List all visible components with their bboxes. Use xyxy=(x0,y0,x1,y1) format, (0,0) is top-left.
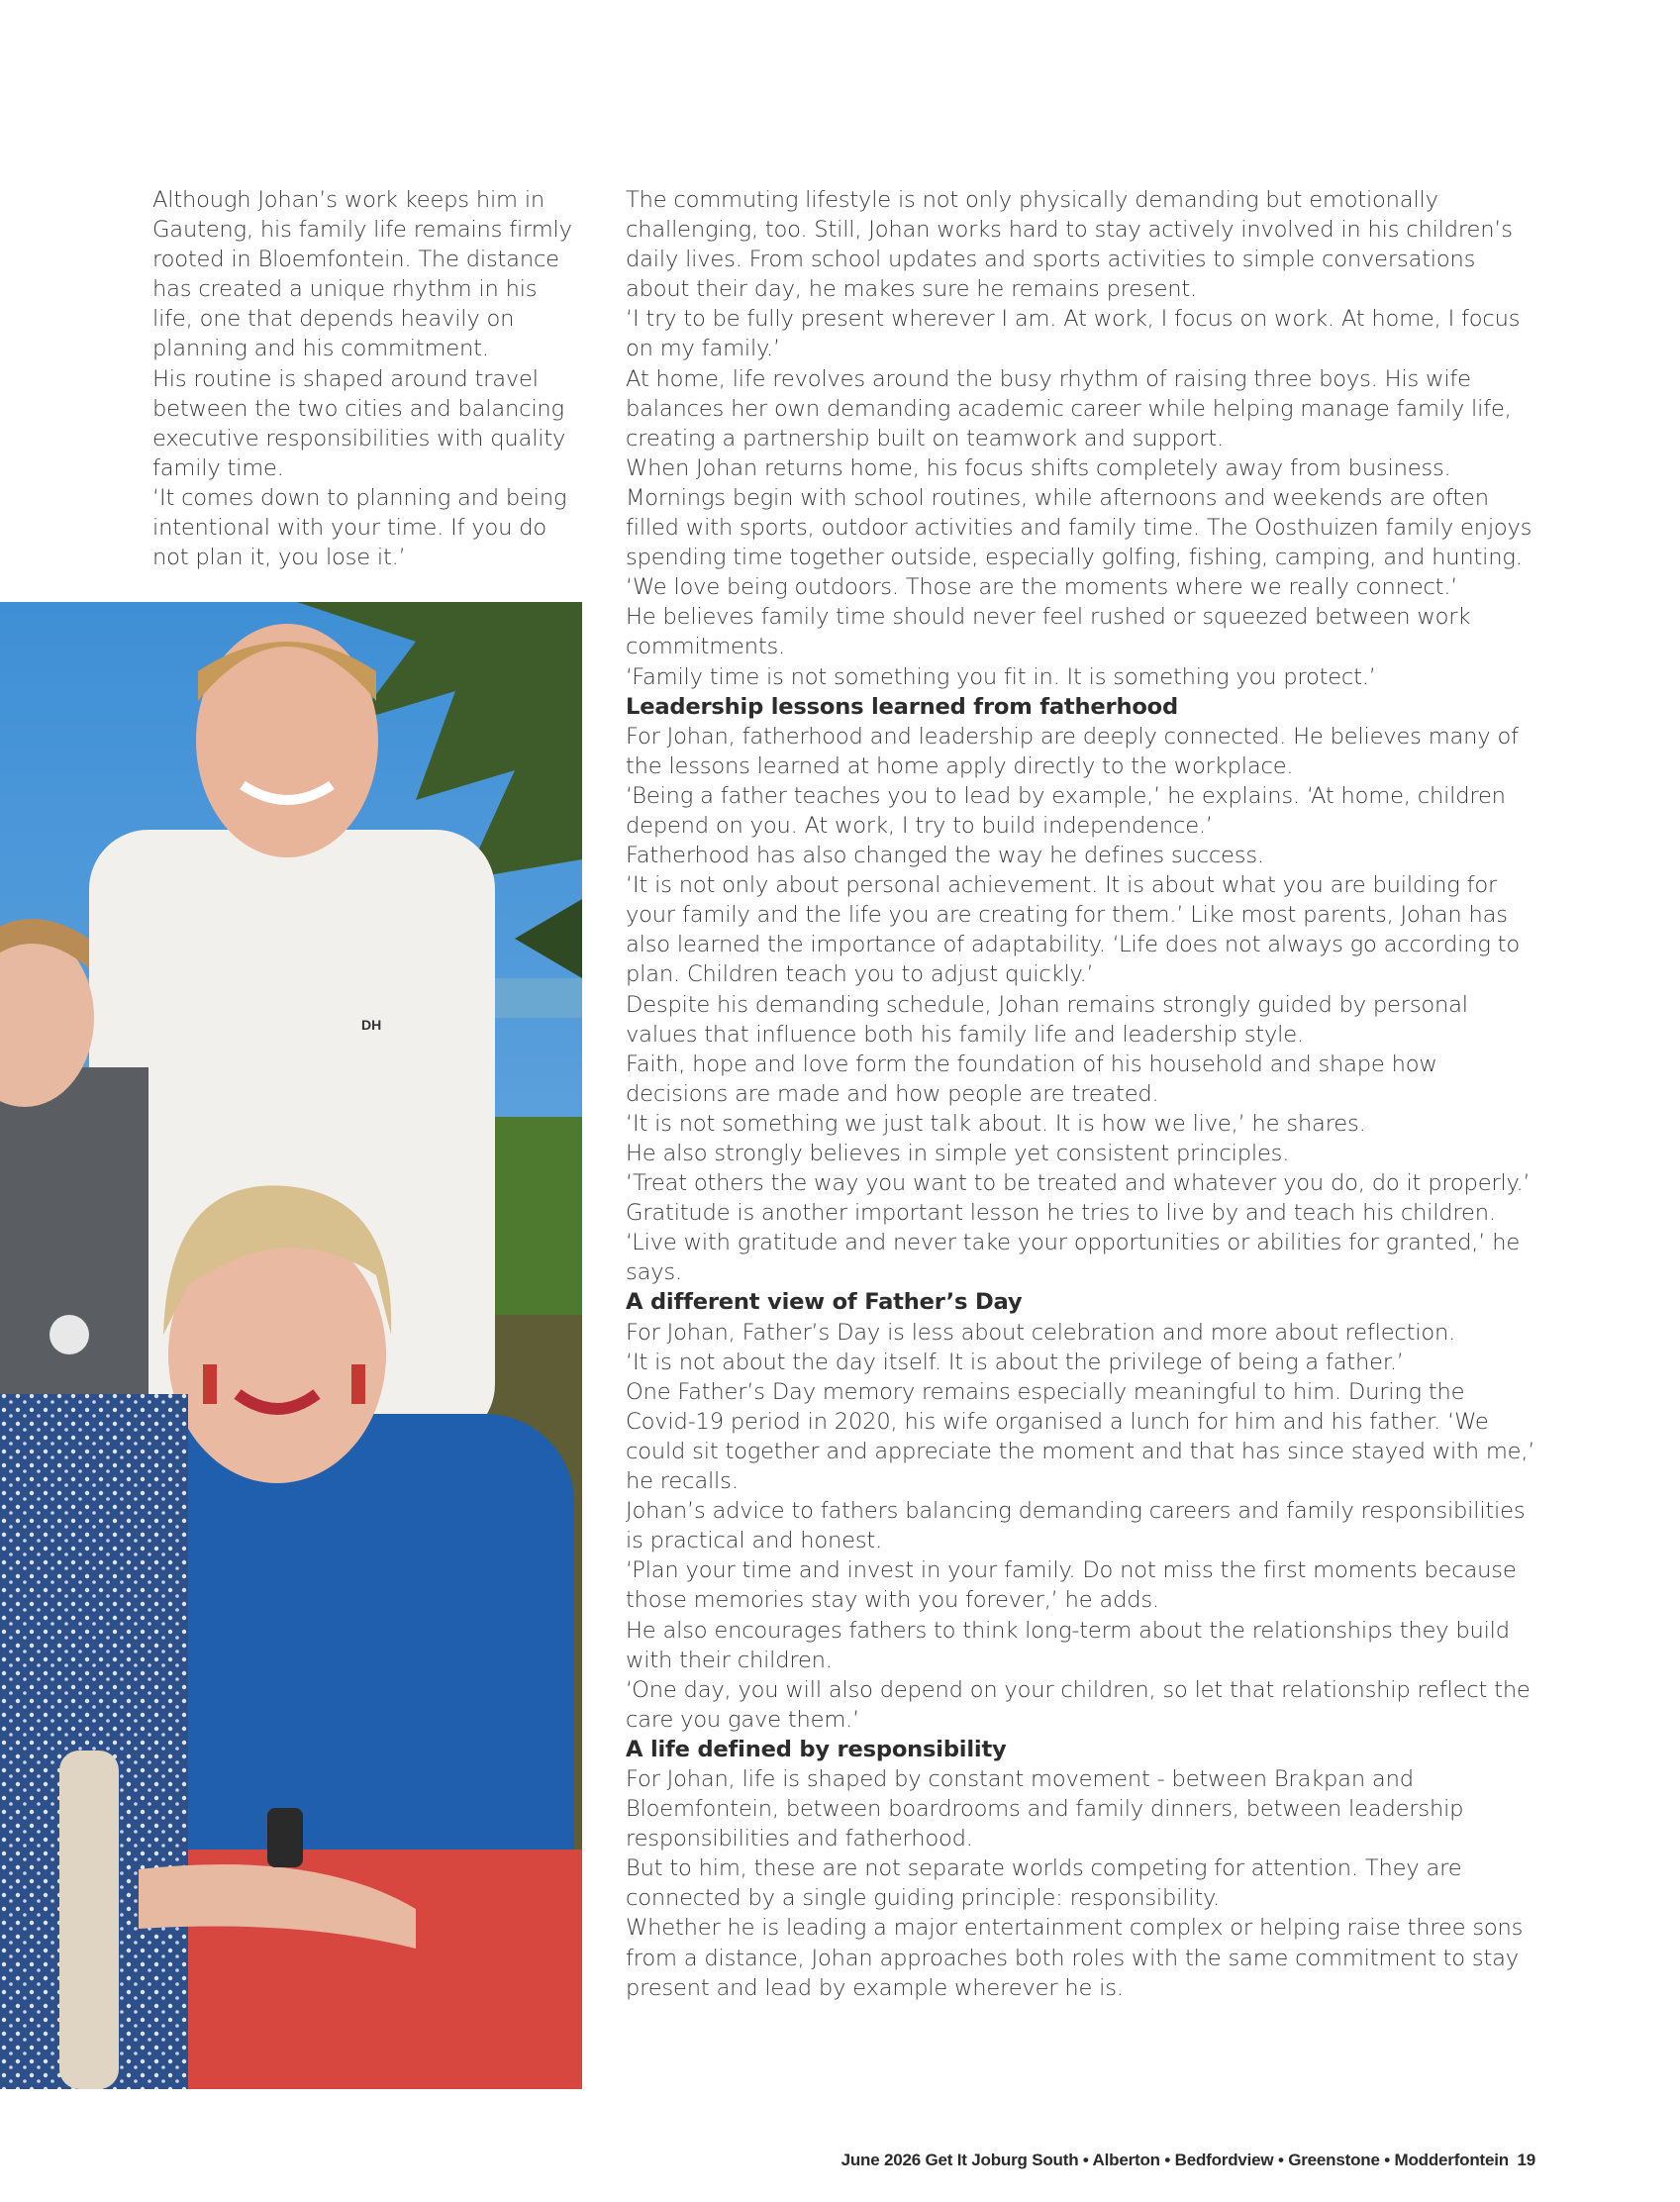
paragraph: ‘It comes down to planning and being intentional with your time. If you do not plan it, you lose it.’ xyxy=(152,484,567,571)
paragraph: But to him, these are not separate worlds competing for attention. They are connected by a single guiding principle: responsibility. xyxy=(626,1855,1462,1912)
paragraph: ‘Treat others the way you want to be treated and whatever you do, do it properly.’ xyxy=(626,1170,1531,1197)
paragraph: He also encourages fathers to think long-term about the relationships they build with their children. xyxy=(626,1617,1510,1673)
watch xyxy=(267,1808,303,1867)
footer-publication: June 2026 Get It Joburg South • Alberton • Bedfordview • Greenstone • Modderfontein xyxy=(840,2151,1509,2169)
paragraph: For Johan, Father’s Day is less about celebration and more about reflection. xyxy=(626,1319,1456,1346)
paragraph: Despite his demanding schedule, Johan remains strongly guided by personal values that influence both his family life and leadership style. xyxy=(626,991,1468,1048)
left-column xyxy=(152,185,580,572)
paragraph: ‘It is not only about personal achievement. It is about what you are building for your family and the life you are creating for them.’ Like most parents, Johan has also learned the importance of adaptability. ‘Life does not always go according to plan. Children teach you to adjust quickly.’ xyxy=(626,872,1520,988)
paragraph: ‘One day, you will also depend on your children, so let that relationship reflect the care you gave them.’ xyxy=(626,1676,1531,1733)
paragraph: Gratitude is another important lesson he tries to live by and teach his children. xyxy=(626,1200,1496,1227)
paragraph: At home, life revolves around the busy rhythm of raising three boys. His wife balances her own demanding academic career while helping manage family life, creating a partnership built on teamwork and support. xyxy=(626,365,1512,451)
paragraph: ‘I try to be fully present wherever I am. At work, I focus on work. At home, I focus on my family.’ xyxy=(626,306,1521,362)
paragraph: He believes family time should never feel rushed or squeezed between work commitments. xyxy=(626,604,1471,660)
shirt-logo: DH xyxy=(361,1017,382,1033)
paragraph: For Johan, fatherhood and leadership are deeply connected. He believes many of the lessons learned at home apply directly to the workplace. xyxy=(626,723,1519,779)
family-photo xyxy=(0,602,582,2089)
paragraph: When Johan returns home, his focus shifts completely away from business. Mornings begin with school routines, while afternoons and weekends are often filled with sports, outdoor activities and family time. The Oosthuizen family enjoys spending time together outside, especially golfing, fishing, camping, and hunting. xyxy=(626,454,1532,571)
paragraph: Fatherhood has also changed the way he defines success. xyxy=(626,843,1264,869)
paragraph: ‘It is not about the day itself. It is about the privilege of being a father.’ xyxy=(626,1349,1404,1375)
paragraph: Faith, hope and love form the foundation of his household and shape how decisions are made and how people are treated. xyxy=(626,1051,1437,1107)
right-column xyxy=(626,185,1536,2003)
section-heading-leadership: Leadership lessons learned from fatherhood xyxy=(626,693,1178,720)
paragraph: He also strongly believes in simple yet consistent principles. xyxy=(626,1141,1290,1166)
paragraph: ‘Plan your time and invest in your family. Do not miss the first moments because those memories stay with you forever,’ he adds. xyxy=(626,1557,1517,1614)
chair xyxy=(59,1751,119,2089)
paragraph: Whether he is leading a major entertainment complex or helping raise three sons from a distance, Johan approaches both roles with the same commitment to stay present and lead by example wherever he is. xyxy=(626,1915,1524,2001)
paragraph: One Father’s Day memory remains especially meaningful to him. During the Covid-19 period in 2020, his wife organised a lunch for him and his father. ‘We could sit together and appreciate the moment and that has since stayed with me,’ he recalls. xyxy=(626,1378,1535,1495)
section-heading-fathers-day: A different view of Father’s Day xyxy=(626,1289,1023,1316)
paragraph: Although Johan’s work keeps him in Gauteng, his family life remains firmly rooted in Bloemfontein. The distance has created a unique rhythm in his life, one that depends heavily on planning and his commitment. xyxy=(152,187,572,362)
paragraph: For Johan, life is shaped by constant movement - between Brakpan and Bloemfontein, between boardrooms and family dinners, between leadership responsibilities and fatherhood. xyxy=(626,1765,1464,1852)
paragraph: ‘Family time is not something you fit in. It is something you protect.’ xyxy=(626,663,1376,690)
paragraph: His routine is shaped around travel between the two cities and balancing executive responsibilities with quality family time. xyxy=(152,365,566,481)
paragraph: The commuting lifestyle is not only physically demanding but emotionally challenging, too. Still, Johan works hard to stay actively involved in his children’s daily lives. From school updates and sports activities to simple conversations about their day, he makes sure he remains present. xyxy=(626,187,1513,303)
paragraph: ‘We love being outdoors. Those are the moments where we really connect.’ xyxy=(626,574,1458,601)
paragraph: ‘Being a father teaches you to lead by example,’ he explains. ‘At home, children depend on you. At work, I try to build independence.’ xyxy=(626,782,1506,839)
paragraph: ‘It is not something we just talk about. It is how we live,’ he shares. xyxy=(626,1110,1366,1137)
paragraph: ‘Live with gratitude and never take your opportunities or abilities for granted,’ he says. xyxy=(626,1230,1521,1286)
page-footer xyxy=(841,2151,1535,2170)
page-number: 19 xyxy=(1517,2151,1535,2169)
paragraph: Johan’s advice to fathers balancing demanding careers and family responsibilities is practical and honest. xyxy=(626,1498,1526,1554)
section-heading-responsibility: A life defined by responsibility xyxy=(626,1736,1007,1762)
